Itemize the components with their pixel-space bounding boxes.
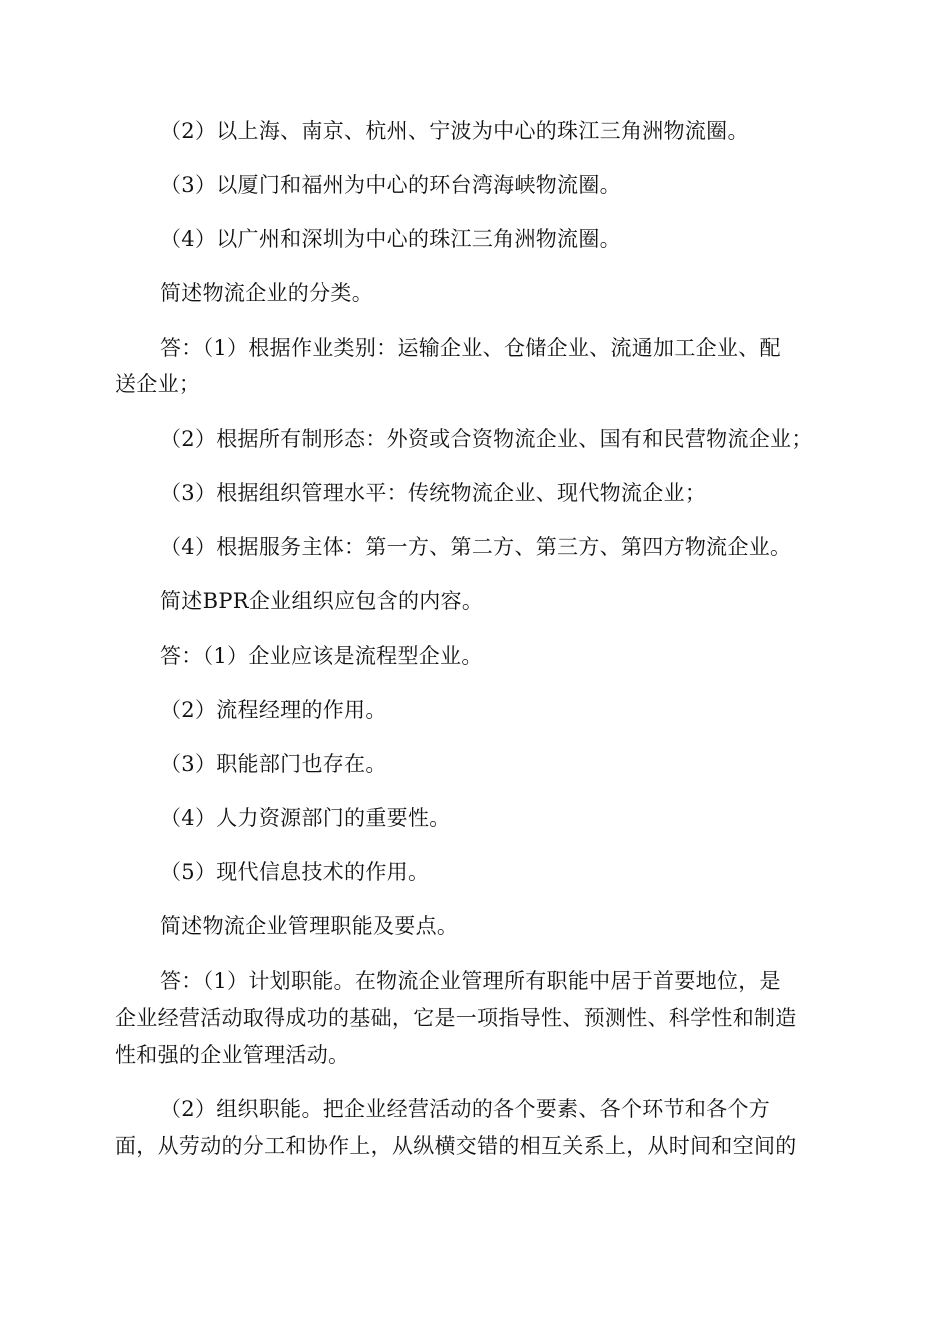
text-line: 送企业；: [115, 372, 201, 396]
text-line: （4）以广州和深圳为中心的珠江三角洲物流圈。: [160, 227, 621, 251]
text-line: （5）现代信息技术的作用。: [160, 860, 430, 884]
answer-line: 答：（1）企业应该是流程型企业。: [160, 644, 483, 668]
text-line: （3）职能部门也存在。: [160, 752, 387, 776]
text-line: （2）以上海、南京、杭州、宁波为中心的珠江三角洲物流圈。: [160, 119, 749, 143]
text-line: （4）人力资源部门的重要性。: [160, 806, 451, 830]
question-heading: 简述物流企业的分类。: [160, 281, 373, 305]
text-line: （4）根据服务主体：第一方、第二方、第三方、第四方物流企业。: [160, 535, 792, 559]
question-heading: 简述BPR企业组织应包含的内容。: [160, 589, 484, 613]
text-line: （3）根据组织管理水平：传统物流企业、现代物流企业；: [160, 481, 707, 505]
text-line: （2）流程经理的作用。: [160, 698, 387, 722]
text-line: 面，从劳动的分工和协作上，从纵横交错的相互关系上，从时间和空间的: [115, 1134, 797, 1158]
question-heading: 简述物流企业管理职能及要点。: [160, 914, 459, 938]
text-line: 企业经营活动取得成功的基础，它是一项指导性、预测性、科学性和制造: [115, 1006, 797, 1030]
text-line: （2）组织职能。把企业经营活动的各个要素、各个环节和各个方: [160, 1097, 771, 1121]
text-line: （2）根据所有制形态：外资或合资物流企业、国有和民营物流企业；: [160, 427, 813, 451]
answer-line: 答：（1）根据作业类别：运输企业、仓储企业、流通加工企业、配: [160, 336, 781, 360]
answer-line: 答：（1）计划职能。在物流企业管理所有职能中居于首要地位，是: [160, 969, 781, 993]
text-line: 性和强的企业管理活动。: [115, 1043, 350, 1067]
text-line: （3）以厦门和福州为中心的环台湾海峡物流圈。: [160, 173, 621, 197]
